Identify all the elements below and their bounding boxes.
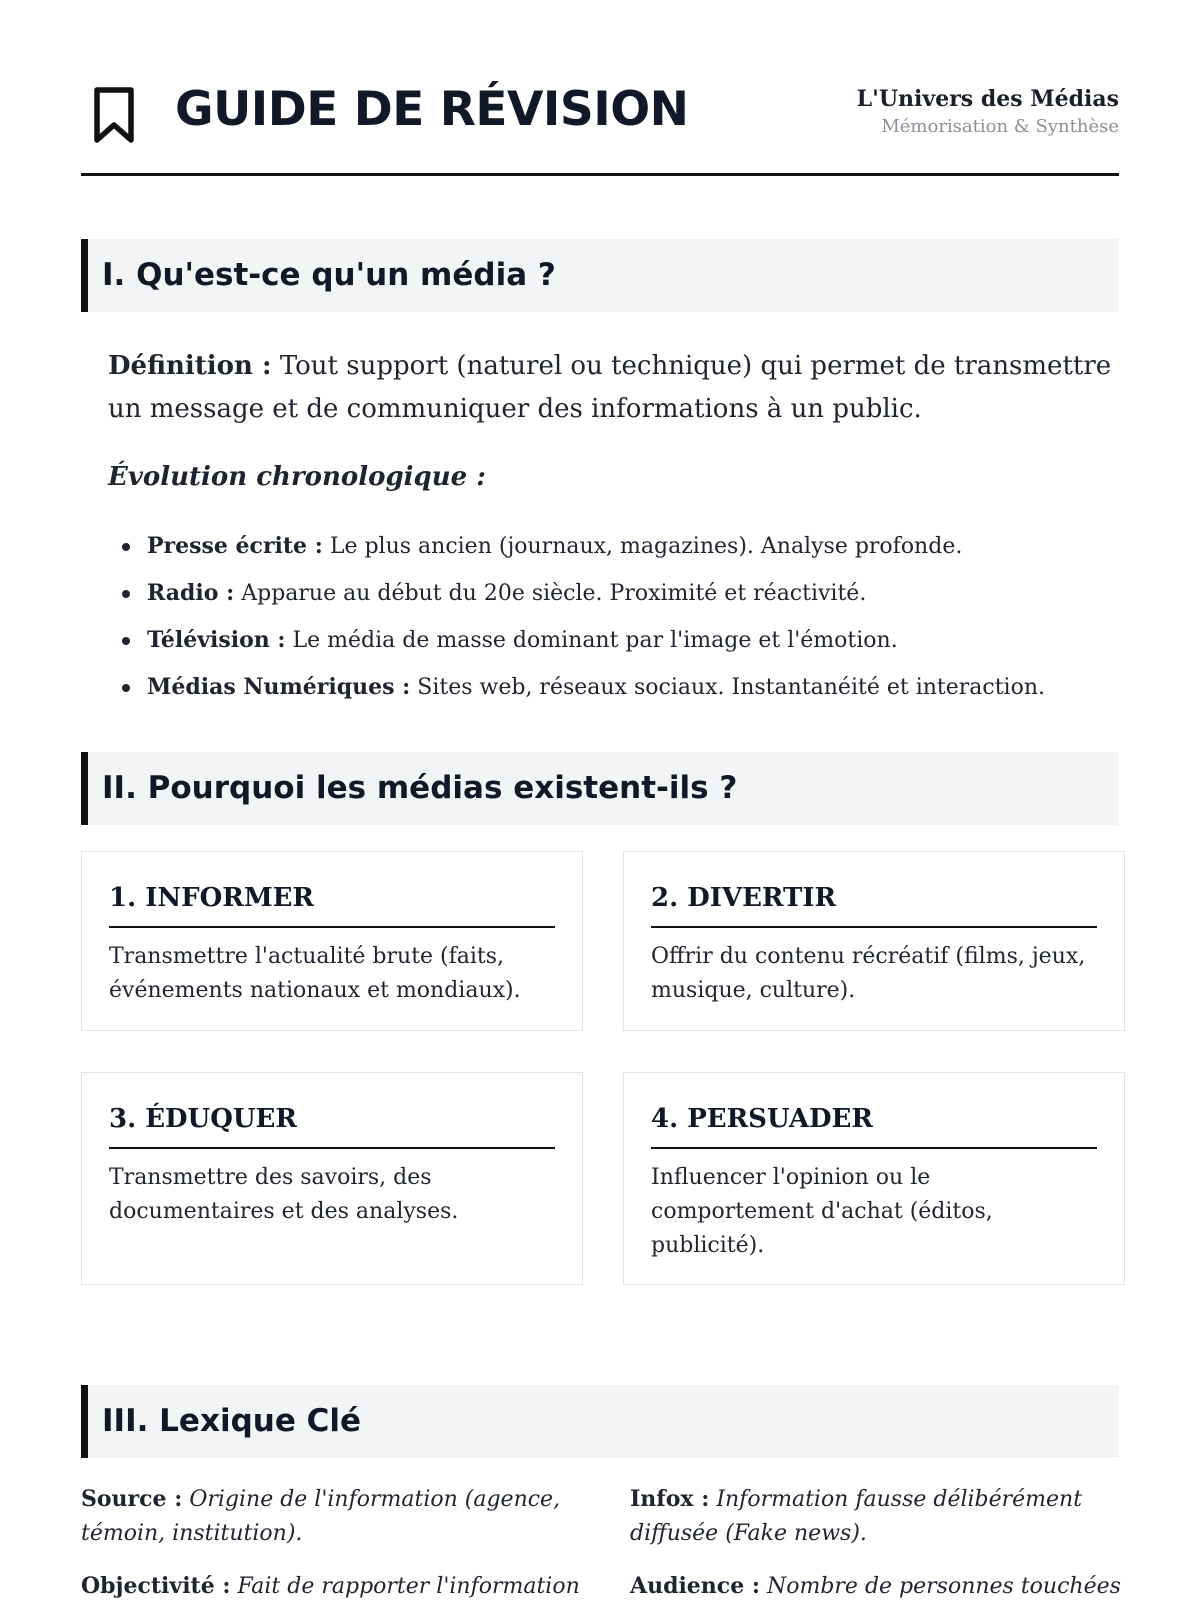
lexique-definition: Nombre de personnes touchées (759, 1574, 1121, 1599)
section-title: II. Pourquoi les médias existent-ils ? (102, 770, 738, 806)
lexique-entry (630, 1569, 1130, 1600)
lexique-definition: Origine de l'information (agence, témoin, institution). (81, 1487, 561, 1546)
card-title: 4. PERSUADER (651, 1095, 1097, 1149)
list-item (120, 617, 1045, 664)
lexique-definition: Information fausse délibérément diffusée (Fake news). (630, 1487, 1083, 1546)
card-text: Influencer l'opinion ou le comportement d'achat (éditos, publicité). (651, 1165, 993, 1258)
brand-block (857, 86, 1119, 139)
list-item-term: Radio : (147, 580, 235, 606)
card-text: Offrir du contenu récréatif (films, jeux, musique, culture). (651, 944, 1086, 1003)
list-item (120, 570, 1045, 617)
brand-subtitle: Mémorisation & Synthèse (881, 115, 1119, 137)
page-title: GUIDE DE RÉVISION (175, 82, 689, 137)
section-heading-3 (81, 1385, 1119, 1458)
lexique-entry (81, 1482, 581, 1551)
card-title: 3. ÉDUQUER (109, 1095, 555, 1149)
evolution-title: Évolution chronologique : (108, 462, 486, 492)
lexique-definition: Fait de rapporter l'information (230, 1574, 580, 1599)
list-item-term: Presse écrite : (147, 533, 323, 559)
list-item-text: Sites web, réseaux sociaux. Instantanéité et interaction. (410, 675, 1045, 700)
definition-label: Définition : (108, 351, 272, 381)
card-persuader (623, 1072, 1125, 1285)
card-title: 2. DIVERTIR (651, 874, 1097, 928)
section-title: III. Lexique Clé (102, 1403, 362, 1439)
lexique-term: Source : (81, 1486, 183, 1512)
page-header (81, 78, 1119, 176)
card-divertir (623, 851, 1125, 1031)
evolution-list (120, 523, 1045, 711)
lexique-entry (630, 1482, 1130, 1551)
card-text: Transmettre des savoirs, des documentaires et des analyses. (109, 1165, 459, 1224)
lexique-term: Audience : (630, 1573, 760, 1599)
card-text: Transmettre l'actualité brute (faits, événements nationaux et mondiaux). (109, 944, 521, 1003)
list-item-term: Médias Numériques : (147, 674, 411, 700)
card-title: 1. INFORMER (109, 874, 555, 928)
bookmark-icon (91, 85, 137, 145)
lexique-term: Infox : (630, 1486, 710, 1512)
list-item-text: Apparue au début du 20e siècle. Proximité et réactivité. (234, 581, 867, 606)
list-item (120, 523, 1045, 570)
brand-name: L'Univers des Médias (856, 86, 1119, 112)
section-title: I. Qu'est-ce qu'un média ? (102, 257, 556, 293)
card-informer (81, 851, 583, 1031)
definition-paragraph (108, 345, 1118, 431)
list-item-term: Télévision : (147, 627, 286, 653)
list-item (120, 664, 1045, 711)
list-item-text: Le média de masse dominant par l'image et l'émotion. (285, 628, 898, 653)
section-heading-1 (81, 239, 1119, 312)
lexique-entry (81, 1569, 581, 1600)
card-eduquer (81, 1072, 583, 1285)
definition-text: Tout support (naturel ou technique) qui permet de transmettre un message et de communiquer des informations à un public. (108, 351, 1112, 424)
list-item-text: Le plus ancien (journaux, magazines). Analyse profonde. (322, 534, 963, 559)
section-heading-2 (81, 752, 1119, 825)
lexique-term: Objectivité : (81, 1573, 231, 1599)
